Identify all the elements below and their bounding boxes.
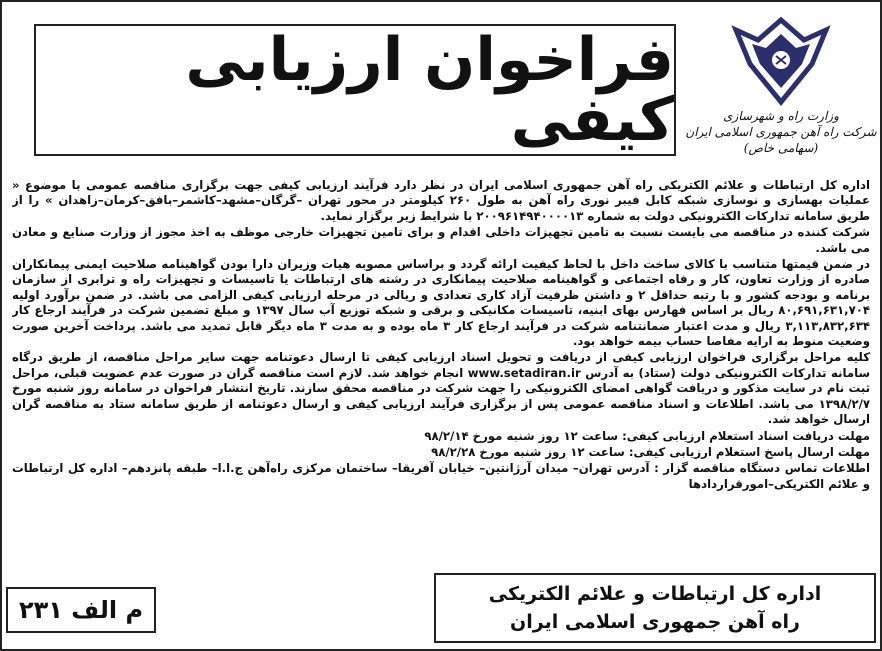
org-type: (سهامی خاص) xyxy=(743,141,819,155)
org-company: شرکت راه آهن جمهوری اسلامی ایران xyxy=(685,125,877,139)
info-value: آدرس تهران– میدان آرژانتین– خیابان آفریقا– ساختمان مرکزی راه‌آهن ج.ا.ا– طبقه پانزدهم– اداره کل ارتباطات و علائم الکتریکی–امورقراردادها xyxy=(12,461,870,491)
page-title: فراخوان ارزیابی کیفی xyxy=(185,25,674,155)
info-value: ساعت ۱۲ روز شنبه مورخ ۹۸/۲/۲۸ xyxy=(431,444,629,459)
footer xyxy=(2,567,880,649)
paragraph-requirements: در ضمن قیمتها متناسب با کالای ساخت داخل با لحاظ کیفیت ارائه گردد و براساس مصوبه هیات وزیران دارا بودن گواهینامه صلاحیت ایمنی پیمانکاران صادره از وزارت تعاون، کار و رفاه اجتماعی و گواهینامه صلاحیت پیمانکاری در رشته های ارتباطات یا تاسیسات و تجهیزات راه و ترابری از سازمان برنامه و بودجه کشور و با رتبه حداقل ۲ و داشتن ظرفیت آزاد کاری تعدادی و ریالی در مرحله ارزیابی کیفی الزامی می باشد. در ضمن برآورد اولیه ۸۰,۶۹۱,۶۳۱,۷۰۴ ریال بر اساس فهارس بهای ابنیه، تاسیسات مکانیکی و برقی و شبکه توزیع آب سال ۱۳۹۷ و مبلغ تضمین شرکت در فرآیند ارجاع کار ۳,۱۱۳,۸۳۲,۶۳۴ ریال و مدت اعتبار ضمانتنامه شرکت در فرآیند ارجاع کار ۳ ماه بوده و به مدت ۳ ماه دیگر قابل تمدید می باشد. پرداخت آخرین صورت وضعیت منوط به ارایه مفاصا حساب بیمه خواهد بود. xyxy=(12,257,870,349)
org-ministry: وزارت راه و شهرسازی xyxy=(723,109,839,123)
railway-emblem-icon xyxy=(726,12,836,108)
title-box xyxy=(34,24,676,156)
paragraph-equipment: شرکت کننده در مناقصه می بایست نسبت به تامین تجهیزات داخلی اقدام و برای تامین تجهیزات خارجی موظف به اخذ مجوز از وزارت صنایع و معادن می باشد. xyxy=(12,225,870,255)
header xyxy=(2,2,880,178)
paragraph-procedure: کلیه مراحل برگزاری فراخوان ارزیابی کیفی از دریافت و تحویل اسناد ارزیابی کیفی تا ارسال دعوتنامه جهت سایر مراحل مناقصه، از طریق درگاه سامانه تدارکات الکترونیکی دولت (ستاد) به آدرس www.setadiran.ir انجام خواهد شد. لازم است مناقصه گران در صورت عدم عضویت قبلی، مراحل ثبت نام در سایت مذکور و دریافت گواهی امضای الکترونیکی را جهت شرکت در مناقصه محقق سازند. تاریخ انتشار فراخوان در سامانه روز شنبه مورخ ۱۳۹۸/۲/۷ می باشد. اطلاعات و اسناد مناقصه عمومی پس از برگزاری فرآیند ارزیابی کیفی و ارسال دعوتنامه از طریق سامانه ستاد به مناقصه گران ارسال خواهد شد. xyxy=(12,350,870,427)
info-value: ساعت ۱۲ روز شنبه مورخ ۹۸/۲/۱۴ xyxy=(424,428,623,443)
info-document-deadline xyxy=(12,429,870,444)
info-response-deadline xyxy=(12,445,870,460)
ad-code-badge: م الف ۲۳۱ xyxy=(6,587,156,633)
footer-org-line1: اداره کل ارتباطات و علائم الکتریکی xyxy=(488,583,822,605)
footer-org-box xyxy=(434,573,876,643)
notice-body xyxy=(12,178,870,566)
info-label: مهلت ارسال پاسخ استعلام ارزیابی کیفی: xyxy=(628,444,870,459)
info-contact xyxy=(12,461,870,492)
footer-org-line2: راه آهن جمهوری اسلامی ایران xyxy=(510,611,800,633)
org-logo-block xyxy=(685,6,877,174)
info-label: مهلت دریافت اسناد استعلام ارزیابی کیفی: xyxy=(622,428,870,443)
info-label: اطلاعات تماس دستگاه مناقصه گزار : xyxy=(654,461,870,476)
paragraph-intro: اداره کل ارتباطات و علائم الکتریکی راه آهن جمهوری اسلامی ایران در نظر دارد فرآیند ارزیابی کیفی جهت برگزاری مناقصه عمومی با موضوع « عملیات بهسازی و نوسازی شبکه کابل فیبر نوری راه آهن به طول ۲۶۰ کیلومتر در محور تهران –گرگان–مشهد–کاشمر–بافق–کرمان–زاهدان » را از طریق سامانه تدارکات الکترونیکی دولت به شماره ۲۰۰۹۶۱۴۹۴۰۰۰۰۱۳ با شرایط زیر برگزار نماید. xyxy=(12,178,870,223)
